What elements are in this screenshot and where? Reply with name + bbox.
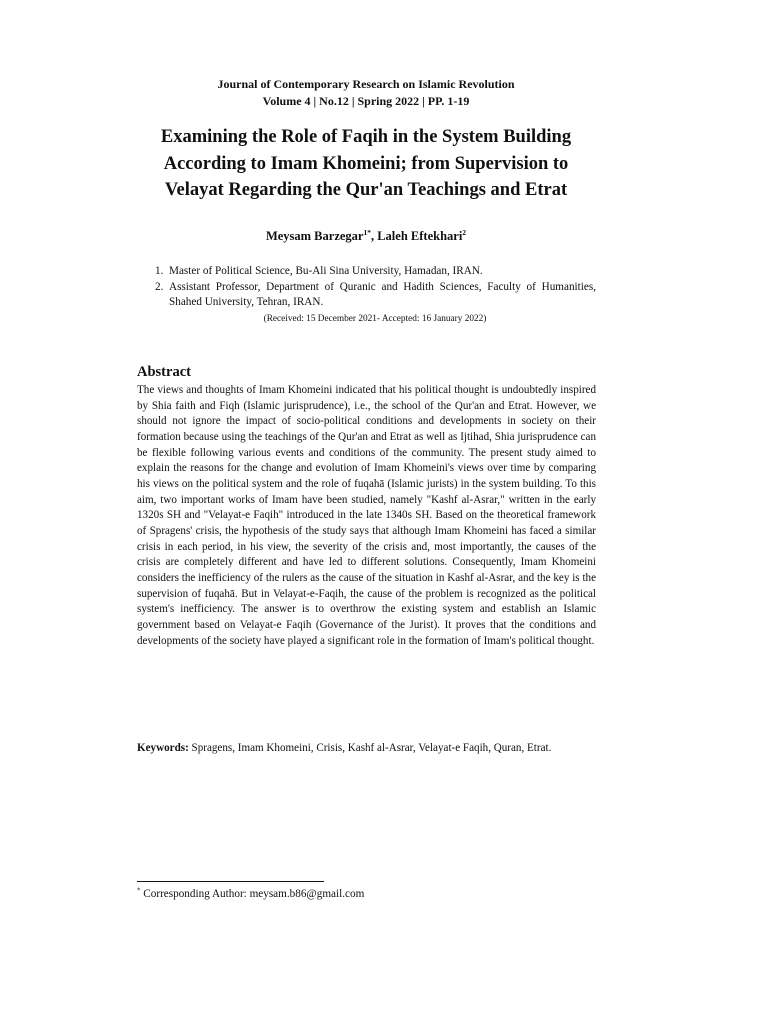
journal-header (0, 76, 732, 110)
affiliation-text: Assistant Professor, Department of Quranic and Hadith Sciences, Faculty of Humanities, Shahed University, Tehran, IRAN. (169, 280, 596, 308)
journal-issue-line: Volume 4 | No.12 | Spring 2022 | PP. 1-19 (262, 94, 470, 108)
affiliations-list (155, 264, 596, 311)
affiliation-number: 1. (155, 265, 164, 277)
keywords-line (137, 741, 607, 756)
affiliation-item (155, 280, 596, 311)
footnote (137, 887, 364, 902)
affiliation-text: Master of Political Science, Bu-Ali Sina University, Hamadan, IRAN. (169, 265, 483, 277)
keywords-label: Keywords: (137, 742, 189, 754)
received-accepted-dates: (Received: 15 December 2021- Accepted: 16 January 2022) (263, 314, 487, 324)
corresponding-author-text: Corresponding Author: meysam.b86@gmail.com (140, 888, 365, 900)
keywords-text: Spragens, Imam Khomeini, Crisis, Kashf al-Asrar, Velayat-e Faqih, Quran, Etrat. (188, 742, 552, 754)
author-affiliation-mark: 1* (363, 227, 371, 237)
abstract-heading: Abstract (137, 364, 191, 380)
affiliation-item (155, 264, 596, 280)
author-name: Laleh Eftekhari (377, 229, 463, 243)
affiliation-number: 2. (155, 280, 164, 293)
author-separator: , (370, 229, 378, 243)
author-affiliation-mark: 2 (462, 227, 467, 237)
author-line (0, 228, 732, 244)
abstract-body: The views and thoughts of Imam Khomeini indicated that his political thought is undoubtedly inspired by Shia faith and Fiqh (Islamic jurisprudence), i.e., the school of the Qur'an and Etrat. However, we should not ignore the impact of socio-political conditions and developments in society on their formation because using the teachings of the Qur'an and Etrat as well as Ijtihad, Shia jurisprudence can be flexible following various events and conditions of the community. The present study aimed to explain the reasons for the change and evolution of Imam Khomeini's views over time by comparing his views on the political system and the role of fuqahā (Islamic jurists) in the system building. To this aim, two important works of Imam have been studied, namely "Kashf al-Asrar," written in the early 1320s SH and "Velayat-e Faqih" introduced in the late 1340s SH. Based on the theoretical framework of Spragens' crisis, the hypothesis of the study says that although Imam Khomeini has faced a similar crisis in each period, in his view, the severity of the crisis and, most importantly, the causes of the crisis are completely different and have led to different solutions. Consequently, Imam Khomeini considers the inefficiency of the rulers as the cause of the situation in Kashf al-Asrar, and the key is the supervision of fuqahā. But in Velayat-e-Faqih, the cause of the problem is recognized as the political system's inefficiency. The answer is to overthrow the existing system and establish an Islamic government based on Velayat-e Faqih (Governance of the Jurist). It proves that the conditions and developments of the society have played a significant role in the formation of Imam's political thought. (137, 384, 596, 647)
paper-title: Examining the Role of Faqih in the System Building According to Imam Khomeini; from Supervision to Velayat Regarding the Qur'an Teachings and Etrat (160, 127, 572, 200)
journal-name: Journal of Contemporary Research on Islamic Revolution (217, 77, 515, 91)
author-name: Meysam Barzegar (265, 229, 364, 243)
footnote-divider (137, 881, 324, 882)
footnote-mark: * (137, 886, 141, 895)
